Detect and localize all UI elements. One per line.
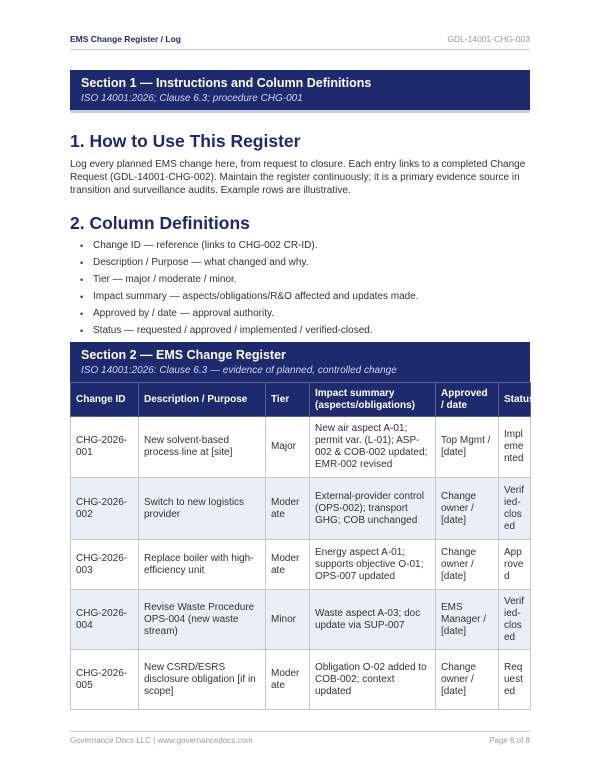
cell-status: Requested	[499, 650, 531, 710]
cell-tier: Moderate	[266, 478, 310, 540]
cell-impact: Energy aspect A-01; supports objective O-01; OPS-007 updated	[310, 540, 436, 590]
cell-status: Implemented	[499, 417, 531, 478]
definition-item: • Approved by / date — approval authority.	[80, 308, 530, 320]
cell-approved: Top Mgmt / [date]	[436, 417, 499, 478]
document-title: EMS Change Register / Log	[70, 34, 181, 44]
cell-status: Verified-closed	[499, 478, 531, 540]
cell-tier: Moderate	[266, 650, 310, 710]
definition-item: • Impact summary — aspects/obligations/R&O affected and updates made.	[80, 291, 530, 303]
cell-change-id: CHG-2026-004	[71, 590, 139, 650]
section-1-banner	[70, 70, 530, 113]
cell-impact: New air aspect A-01; permit var. (L-01); ASP-002 & COB-002 updated; EMR-002 revised	[310, 417, 436, 478]
section-2-banner	[70, 342, 530, 382]
cell-description: Revise Waste Procedure OPS-004 (new waste stream)	[139, 590, 266, 650]
cell-impact: External-provider control (OPS-002); transport GHG; COB unchanged	[310, 478, 436, 540]
cell-impact: Obligation O-02 added to COB-002; context updated	[310, 650, 436, 710]
definition-item: • Tier — major / moderate / minor.	[80, 274, 530, 286]
cell-change-id: CHG-2026-002	[71, 478, 139, 540]
table-row	[71, 417, 531, 478]
section-1-subtitle: ISO 14001:2026; Clause 6.3; procedure CHG-001	[81, 93, 303, 104]
table-row	[71, 540, 531, 590]
cell-description: Replace boiler with high-efficiency unit	[139, 540, 266, 590]
definition-item: • Change ID — reference (links to CHG-002 CR-ID).	[80, 240, 530, 252]
cell-approved: Change owner / [date]	[436, 540, 499, 590]
cell-status: Verified-closed	[499, 590, 531, 650]
cell-change-id: CHG-2026-001	[71, 417, 139, 478]
table-row	[71, 590, 531, 650]
column-header-tier: Tier	[266, 383, 310, 417]
table-row	[71, 650, 531, 710]
cell-description: Switch to new logistics provider	[139, 478, 266, 540]
column-header-change-id: Change ID	[71, 383, 139, 417]
column-definitions-list	[70, 240, 530, 337]
page-header	[70, 34, 530, 50]
change-register-table	[70, 382, 535, 710]
definition-item: • Description / Purpose — what changed and why.	[80, 257, 530, 269]
page-number: Page 6 of 8	[489, 736, 530, 745]
cell-description: New solvent-based process line at [site]	[139, 417, 266, 478]
cell-description: New CSRD/ESRS disclosure obligation [if in scope]	[139, 650, 266, 710]
table-row	[71, 478, 531, 540]
column-header-impact: Impact summary (aspects/obligations)	[310, 383, 436, 417]
page-footer	[70, 731, 530, 745]
cell-impact: Waste aspect A-03; doc update via SUP-007	[310, 590, 436, 650]
cell-tier: Major	[266, 417, 310, 478]
section-2-subtitle: ISO 14001:2026: Clause 6.3 — evidence of planned, controlled change	[81, 365, 397, 376]
cell-approved: Change owner / [date]	[436, 478, 499, 540]
cell-status: Approved	[499, 540, 531, 590]
section-2-title: Section 2 — EMS Change Register	[81, 348, 286, 362]
column-header-status: Status	[499, 383, 531, 417]
cell-tier: Minor	[266, 590, 310, 650]
cell-change-id: CHG-2026-003	[71, 540, 139, 590]
how-to-paragraph: Log every planned EMS change here, from request to closure. Each entry links to a completed Change Request (GDL-14001-CHG-002). Maintain the register continuously; it is a primary evidence source in transition and surveillance audits. Example rows are illustrative.	[70, 159, 526, 196]
column-header-description: Description / Purpose	[139, 383, 266, 417]
table-header-row	[71, 383, 531, 417]
section-1-title: Section 1 — Instructions and Column Definitions	[81, 76, 372, 90]
footer-company: Governance Docs LLC | www.governancedocs.com	[70, 736, 253, 745]
cell-change-id: CHG-2026-005	[71, 650, 139, 710]
how-to-heading: 1. How to Use This Register	[70, 131, 301, 151]
definition-item: • Status — requested / approved / implemented / verified-closed.	[80, 325, 530, 337]
cell-approved: Change owner / [date]	[436, 650, 499, 710]
column-definitions-heading: 2. Column Definitions	[70, 213, 250, 233]
page-content	[70, 70, 535, 710]
cell-approved: EMS Manager / [date]	[436, 590, 499, 650]
column-header-approved: Approved / date	[436, 383, 499, 417]
document-code: GDL-14001-CHG-003	[447, 34, 530, 44]
cell-tier: Moderate	[266, 540, 310, 590]
